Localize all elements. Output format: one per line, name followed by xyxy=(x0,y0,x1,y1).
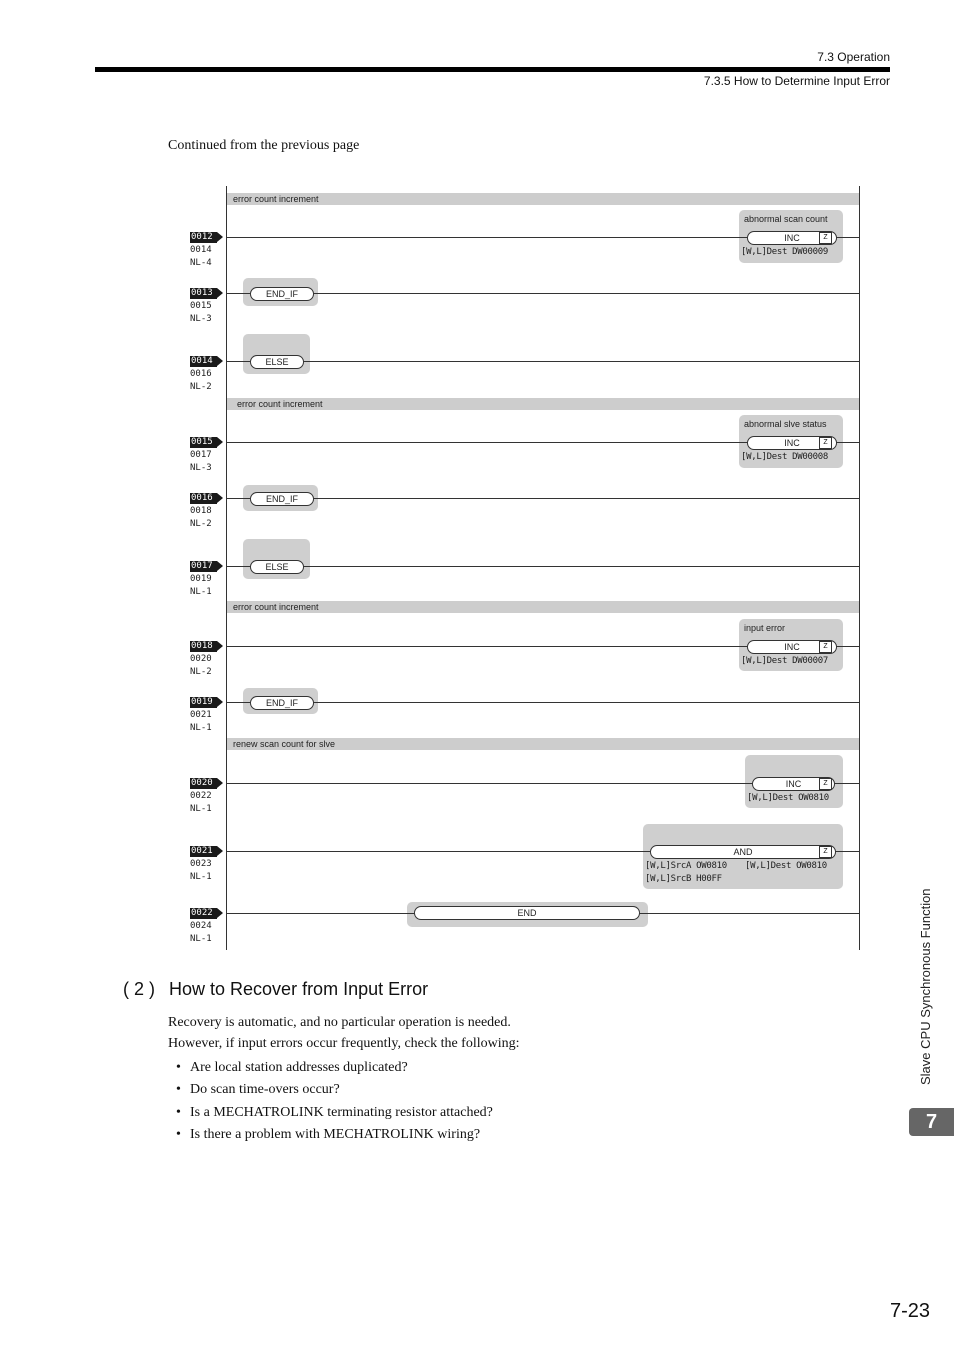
nest-level: NL-4 xyxy=(190,258,212,268)
line-number: 0014 xyxy=(190,245,212,255)
section-title: How to Recover from Input Error xyxy=(169,979,429,999)
step-number: 0012 xyxy=(190,232,217,243)
line-number: 0023 xyxy=(190,859,212,869)
left-power-rail xyxy=(226,186,227,950)
nest-level: NL-1 xyxy=(190,804,212,814)
section-number: ( 2 ) xyxy=(123,979,156,999)
nest-level: NL-1 xyxy=(190,587,212,597)
z-tag-icon: Z xyxy=(819,232,832,244)
nest-level: NL-2 xyxy=(190,519,212,529)
bullet-text: Do scan time-overs occur? xyxy=(190,1082,340,1097)
step-number: 0015 xyxy=(190,437,217,448)
step-number: 0014 xyxy=(190,356,217,367)
continued-note: Continued from the previous page xyxy=(168,138,360,153)
rung-line xyxy=(227,498,859,499)
endif-instruction: END_IF xyxy=(250,696,314,710)
z-tag-icon: Z xyxy=(819,641,832,653)
step-number: 0019 xyxy=(190,697,217,708)
body-paragraph: Recovery is automatic, and no particular operation is needed. xyxy=(168,1015,511,1030)
bullet-text: Are local station addresses duplicated? xyxy=(190,1060,408,1075)
block-param: [W,L]SrcA OW0810 xyxy=(645,861,727,871)
block-param: [W,L]SrcB H00FF xyxy=(645,874,722,884)
z-tag-icon: Z xyxy=(819,437,832,449)
else-instruction: ELSE xyxy=(250,560,304,574)
bullet-text: Is a MECHATROLINK terminating resistor attached? xyxy=(190,1105,493,1120)
comment-band: error count increment xyxy=(227,601,859,613)
inc-instruction: INC xyxy=(747,231,837,245)
block-label: abnormal slve status xyxy=(744,419,827,429)
rung-line xyxy=(227,361,859,362)
nest-level: NL-2 xyxy=(190,382,212,392)
inc-instruction: INC xyxy=(752,777,835,791)
line-number: 0015 xyxy=(190,301,212,311)
inc-instruction: INC xyxy=(747,436,837,450)
block-param: [W,L]Dest DW00009 xyxy=(741,247,829,257)
nest-level: NL-1 xyxy=(190,723,212,733)
line-number: 0018 xyxy=(190,506,212,516)
line-number: 0020 xyxy=(190,654,212,664)
line-number: 0022 xyxy=(190,791,212,801)
block-label: abnormal scan count xyxy=(744,214,828,224)
side-chapter-title: Slave CPU Synchronous Function xyxy=(918,888,933,1085)
block-label: input error xyxy=(744,623,786,633)
body-paragraph: However, if input errors occur frequently, check the following: xyxy=(168,1036,520,1051)
else-instruction: ELSE xyxy=(250,355,304,369)
endif-instruction: END_IF xyxy=(250,287,314,301)
block-param: [W,L]Dest OW0810 xyxy=(745,861,827,871)
nest-level: NL-1 xyxy=(190,934,212,944)
comment-band: error count increment xyxy=(227,398,859,410)
comment-band: renew scan count for slve xyxy=(227,738,859,750)
header-rule xyxy=(95,67,890,72)
section-heading xyxy=(123,979,428,1000)
step-number: 0021 xyxy=(190,846,217,857)
step-number: 0020 xyxy=(190,778,217,789)
z-tag-icon: Z xyxy=(819,846,832,858)
line-number: 0016 xyxy=(190,369,212,379)
right-power-rail xyxy=(859,186,860,950)
nest-level: NL-2 xyxy=(190,667,212,677)
step-number: 0018 xyxy=(190,641,217,652)
block-param: [W,L]Dest DW00008 xyxy=(741,452,829,462)
nest-level: NL-3 xyxy=(190,314,212,324)
rung-line xyxy=(227,293,859,294)
page-number: 7-23 xyxy=(889,1300,930,1322)
line-number: 0021 xyxy=(190,710,212,720)
nest-level: NL-3 xyxy=(190,463,212,473)
rung-line xyxy=(227,702,859,703)
chapter-tab: 7 xyxy=(909,1108,954,1136)
step-number: 0016 xyxy=(190,493,217,504)
line-number: 0024 xyxy=(190,921,212,931)
nest-level: NL-1 xyxy=(190,872,212,882)
header-subsection: 7.3.5 How to Determine Input Error xyxy=(703,74,890,88)
ladder-diagram xyxy=(186,186,861,950)
inc-instruction: INC xyxy=(747,640,837,654)
rung-line xyxy=(227,566,859,567)
end-instruction: END xyxy=(414,906,640,920)
block-param: [W,L]Dest OW0810 xyxy=(747,793,829,803)
comment-band: error count increment xyxy=(227,193,859,205)
and-instruction: AND xyxy=(650,845,836,859)
line-number: 0019 xyxy=(190,574,212,584)
endif-instruction: END_IF xyxy=(250,492,314,506)
bullet-text: Is there a problem with MECHATROLINK wiring? xyxy=(190,1127,481,1142)
step-number: 0017 xyxy=(190,561,217,572)
block-param: [W,L]Dest DW00007 xyxy=(741,656,829,666)
step-number: 0013 xyxy=(190,288,217,299)
step-number: 0022 xyxy=(190,908,217,919)
line-number: 0017 xyxy=(190,450,212,460)
header-section: 7.3 Operation xyxy=(817,50,890,64)
z-tag-icon: Z xyxy=(819,778,832,790)
